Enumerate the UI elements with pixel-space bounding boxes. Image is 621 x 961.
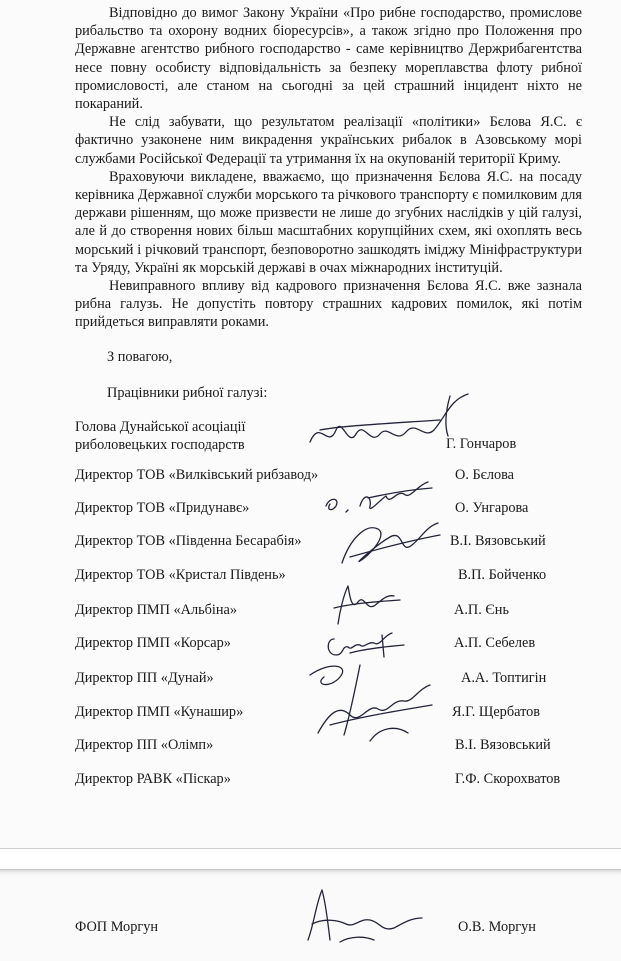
letter-page-2: [0, 869, 621, 961]
signatory-name: В.П. Бойченко: [458, 567, 547, 583]
signatory-row: [0, 567, 621, 587]
signatory-title: Голова Дунайської асоціації риболовецьких господарств: [75, 419, 246, 453]
signatory-name: О. Унгарова: [455, 500, 529, 516]
signatory-row: [0, 500, 621, 520]
signatory-name: А.П. Себелев: [454, 635, 536, 651]
signed-by-line: Працівники рибної галузі:: [107, 385, 268, 401]
signatory-title: Директор ТОВ «Вилківський рибзавод»: [75, 467, 319, 483]
paragraph-2: Не слід забувати, що результатом реалізації «політики» Бєлова Я.С. є фактично узаконене ним викрадення українських рибалок в Азовському морі службами Російської Федерації та утримання їх на окупованій території Криму.: [75, 114, 582, 167]
signatory-name: А.П. Єнь: [454, 602, 509, 618]
signatory-name: О. Бєлова: [455, 467, 515, 483]
signatory-row: [0, 467, 621, 487]
closing-salutation: З повагою,: [107, 349, 173, 365]
signatory-title: Директор ПП «Дунай»: [75, 670, 214, 686]
signatory-name: Г.Ф. Скорохватов: [455, 771, 561, 787]
signatory-row: [0, 737, 621, 757]
signatory-title: Директор РАВК «Піскар»: [75, 771, 231, 787]
signatory-title: Директор ТОВ «Придунавє»: [75, 500, 250, 516]
signatory-row: [0, 704, 621, 724]
signatory-name: В.І. Вязовський: [455, 737, 551, 753]
signatory-name: А.А. Топтигін: [461, 670, 547, 686]
signatory-name: Г. Гончаров: [446, 436, 517, 452]
signatory-title: Директор ПМП «Корсар»: [75, 635, 231, 651]
signatory-title: Директор ТОВ «Кристал Південь»: [75, 567, 286, 583]
signature-icon: [330, 515, 450, 575]
signatory-title: Директор ПП «Олімп»: [75, 737, 214, 753]
page-gap: [0, 849, 621, 869]
signatory-name: В.І. Вязовський: [450, 533, 546, 549]
signatory-row: [0, 533, 621, 553]
signatory-row: [0, 602, 621, 622]
signatory-title: Директор ПМП «Кунашир»: [75, 704, 244, 720]
signature-icon: [290, 884, 440, 954]
paragraph-1: Відповідно до вимог Закону України «Про рибне господарство, промислове рибальство та охорону водних біоресурсів», а також згідно про Положення про Державне агентство рибного господарство - саме керівництво Держрибагентства несе повну особисту відповідальність за безпеку мореплавства флоту рибної промисловості, але станом на сьогодні за цей страшний інцидент ніхто не покараний.: [75, 5, 582, 113]
signatory-row: [0, 635, 621, 655]
signature-icon: [300, 390, 490, 470]
paragraph-3: Враховуючи викладене, вважаємо, що призначення Бєлова Я.С. на посаду керівника Державної служби морського та річкового транспорту є помилковим для держави рішенням, що може призвести не лише до згубних наслідків у цій галузі, але й до створення нових більш масштабних корупційних схем, які охоплять весь морський і річковий транспорт, безповоротно зашкодять іміджу Мініфраструктури та Уряду, Україні як морській державі в очах міжнародних інституцій.: [75, 168, 582, 276]
letter-body: [75, 4, 582, 332]
signatory-row: [0, 771, 621, 791]
signatory-title: Директор ПМП «Альбіна»: [75, 602, 238, 618]
signatory-title: ФОП Моргун: [75, 919, 159, 935]
signature-icon: [330, 580, 410, 630]
signatory-name: Я.Г. Щербатов: [452, 704, 541, 720]
signatory-name: О.В. Моргун: [458, 919, 536, 935]
paragraph-4: Невиправного впливу від кадрового призначення Бєлова Я.С. вже зазнала рибна галузь. Не допустіть повтору страшних кадрових помилок, які потім прийдеться виправляти роками.: [75, 278, 582, 331]
signatory-title: Директор ТОВ «Південна Бесарабія»: [75, 533, 302, 549]
